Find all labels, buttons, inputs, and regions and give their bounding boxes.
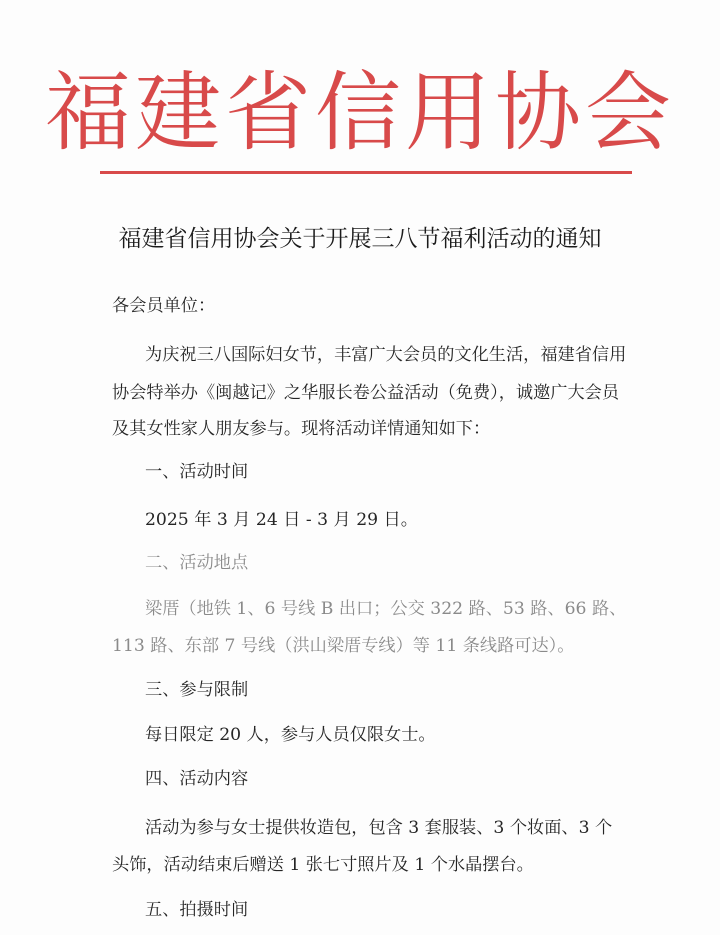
salutation: 各会员单位：	[112, 296, 216, 316]
section-heading-location: 二、活动地点	[145, 553, 249, 573]
section-heading-content: 四、活动内容	[145, 769, 249, 789]
section-heading-time: 一、活动时间	[145, 462, 249, 482]
section-body-location-2: 113 路、东部 7 号线（洪山梁厝专线）等 11 条线路可达）。	[112, 636, 575, 656]
section-body-time: 2025 年 3 月 24 日 - 3 月 29 日。	[145, 510, 418, 530]
section-body-location-1: 梁厝（地铁 1、6 号线 B 出口；公交 322 路、53 路、66 路、	[145, 599, 627, 619]
section-body-content-1: 活动为参与女士提供妆造包，包含 3 套服装、3 个妆面、3 个	[145, 818, 613, 838]
intro-line-3: 及其女性家人朋友参与。现将活动详情通知如下：	[112, 419, 491, 439]
section-body-content-2: 头饰，活动结束后赠送 1 张七寸照片及 1 个水晶摆台。	[112, 855, 534, 875]
intro-line-1: 为庆祝三八国际妇女节，丰富广大会员的文化生活，福建省信用	[145, 345, 627, 365]
section-body-limit: 每日限定 20 人，参与人员仅限女士。	[145, 725, 436, 745]
letterhead-rule	[100, 171, 632, 174]
intro-line-2: 协会特举办《闽越记》之华服长卷公益活动（免费），诚邀广大会员	[112, 383, 620, 403]
organization-name: 福建省信用协会	[45, 63, 675, 163]
section-heading-limit: 三、参与限制	[145, 680, 249, 700]
section-heading-shooting-time: 五、拍摄时间	[145, 900, 249, 920]
document-title: 福建省信用协会关于开展三八节福利活动的通知	[118, 226, 602, 252]
